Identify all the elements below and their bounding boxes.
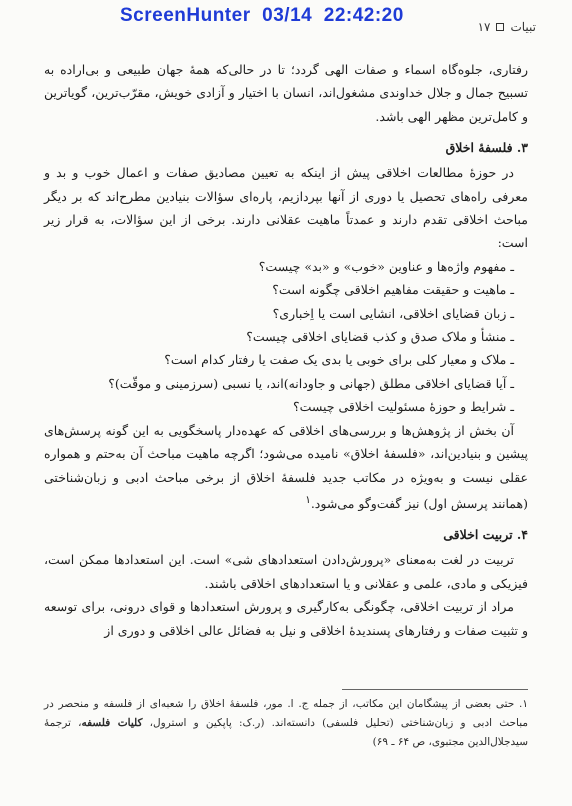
footnote-divider [342, 689, 528, 690]
question-item: ـ شرایط و حوزهٔ مسئولیت اخلاقی چیست؟ [292, 399, 514, 415]
footnote-reference: ۱ [305, 493, 311, 506]
section-heading-moral-education: ۴. تربیت اخلاقی [443, 527, 528, 543]
page-header [478, 20, 536, 34]
closing-text: آن بخش از پژوهش‌ها و بررسی‌های اخلاقی که عهده‌دار پاسخگویی به این گونه پرسش‌های پیشین و بنیادین‌اند، «فلسفهٔ اخلاق» نامیده می‌شود؛ اگرچه ماهیت مباحث آن به‌حتم و همواره عقلی نیست و به‌ویژه در مکاتب جدید فلسفهٔ اخلاق از برخی مباحث ادبی و زبان‌شناختی (همانند پرسش اول) نیز گفت‌وگو می‌شود. [44, 422, 528, 512]
question-item: ـ ملاک و معیار کلی برای خوبی یا بدی یک صفت یا رفتار کدام است؟ [164, 352, 514, 368]
footnote-book-title: کلیات فلسفه [81, 717, 143, 729]
moral-education-paragraph-1: تربیت در لغت به‌معنای «پرورش‌دادن استعدادهای شی» است. این استعدادها ممکن است، فیزیکی و مادی، علمی و عقلانی و یا استعدادهای اخلاقی باشند. [44, 552, 528, 591]
section-heading-philosophy-of-ethics: ۳. فلسفهٔ اخلاق [445, 140, 528, 156]
question-item: ـ منشأ و ملاک صدق و کذب قضایای اخلاقی چیست؟ [246, 329, 514, 345]
question-item: ـ ماهیت و حقیقت مفاهیم اخلاقی چگونه است؟ [272, 282, 514, 298]
question-list [44, 255, 528, 419]
footnote-text: ۱. حتی بعضی از پیشگامان این مکاتب، از جمله ج. ا. مور، فلسفهٔ اخلاق را شعبه‌ای از فلسفه و منحصر در مباحث ادبی و زبان‌شناختی (تحلیل فلسفی) دانسته‌اند. (ر.ک: پاپکین و استرول، [44, 698, 528, 729]
footnote [44, 695, 528, 752]
running-title: تبیات [510, 20, 536, 34]
square-ornament-icon [496, 23, 504, 31]
moral-education-paragraph-2: مراد از تربیت اخلاقی، چگونگی به‌کارگیری و پرورش استعدادها و قوای درونی، برای توسعه و تثبیت صفات و رفتارهای پسندیدهٔ اخلاقی و نیل به فضائل عالی اخلاقی و دوری از [44, 599, 528, 638]
section-intro-paragraph: در حوزهٔ مطالعات اخلاقی پیش از اینکه به تعیین مصادیق صفات و اعمال خوب و بد و معرفی راه‌های تحصیل یا دوری از آنها بپردازیم، پاره‌ای سؤالات بنیادین مطرح‌اند که بر دیگر مباحث اخلاقی تقدم دارند و عمدتاً ماهیت عقلانی دارند. برخی از این سؤالات، به قرار زیر است: [44, 165, 528, 251]
paragraph-continuation: رفتاری، جلوه‌گاه اسماء و صفات الهی گردد؛ تا در حالی‌که همهٔ جهان طبیعی و بی‌اراده به تسبیح جمال و جلال خداوندی مشغول‌اند، انسان با اختیار و آزادی خویش، مقرّب‌ترین، گویاترین و کامل‌ترین مظهر الهی باشد. [44, 62, 528, 124]
question-item: ـ آیا قضایای اخلاقی مطلق (جهانی و جاودانه)اند، یا نسبی (سرزمینی و موقّت)؟ [108, 375, 514, 391]
section-closing-paragraph [44, 419, 528, 516]
question-item: ـ مفهوم واژه‌ها و عناوین «خوب» و «بد» چیست؟ [258, 258, 514, 274]
screenhunter-watermark: ScreenHunter 03/14 22:42:20 [120, 5, 404, 26]
page-body [44, 58, 528, 642]
footnote-tail: ، ترجمهٔ سیدجلال‌الدین مجتبوی، ص ۶۴ ـ ۶۹) [44, 717, 528, 748]
page-number: ۱۷ [477, 20, 491, 34]
question-item: ـ زبان قضایای اخلاقی، انشایی است یا اِخباری؟ [272, 305, 514, 321]
